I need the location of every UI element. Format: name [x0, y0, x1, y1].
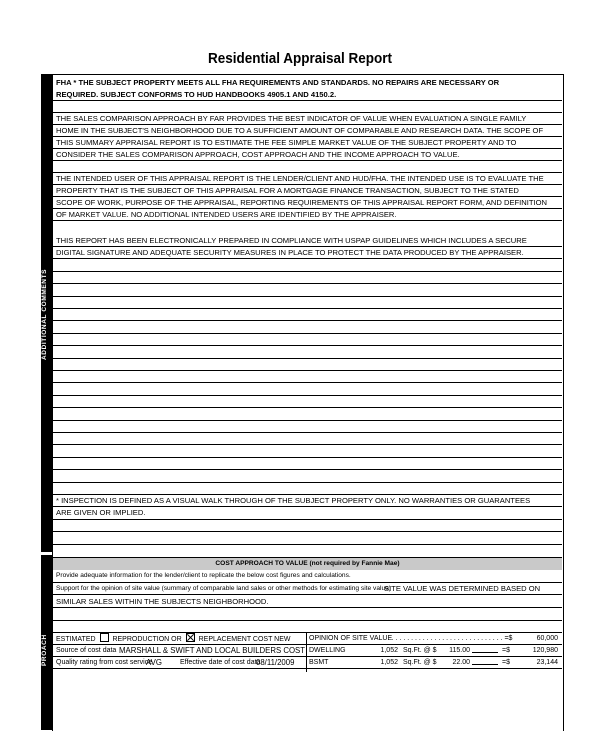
ruled-line [53, 407, 562, 408]
ruled-line [53, 271, 562, 272]
ruled-line [53, 220, 562, 221]
ruled-line [53, 246, 562, 247]
ruled-line [53, 136, 562, 137]
comment-line: OF MARKET VALUE. NO ADDITIONAL INTENDED USERS ARE IDENTIFIED BY THE APPRAISER. [56, 210, 397, 219]
ruled-line [53, 519, 562, 520]
ruled-line [53, 320, 562, 321]
estimated-label: ESTIMATED [56, 636, 96, 643]
cost-approach-side-label: PROACH [41, 634, 48, 666]
sqft-at-label: Sq.Ft. @ $ [403, 659, 437, 666]
ruled-line [53, 432, 562, 433]
bsmt-blank [472, 657, 498, 665]
dwelling-label: DWELLING [309, 647, 346, 654]
ruled-line [53, 112, 562, 113]
source-value: MARSHALL & SWIFT AND LOCAL BUILDERS COST [119, 646, 306, 655]
comment-line: REQUIRED. SUBJECT CONFORMS TO HUD HANDBOOKS 4905.1 AND 4150.2. [56, 90, 337, 99]
bsmt-label: BSMT [309, 659, 329, 666]
dwelling-blank [472, 645, 498, 653]
ruled-line [53, 100, 562, 101]
bsmt-value: 23,144 [536, 659, 558, 666]
page-title: Residential Appraisal Report [207, 50, 393, 67]
ruled-line [53, 457, 562, 458]
dwelling-value: 120,980 [532, 647, 558, 654]
ruled-line [53, 469, 562, 470]
reproduction-label: REPRODUCTION OR [112, 636, 182, 643]
bsmt-sqft: 1,052 [380, 659, 398, 666]
comment-line: PROPERTY THAT IS THE SUBJECT OF THIS APPRAISAL FOR A MORTGAGE FINANCE TRANSACTION, SUBJECT TO THE STATED [56, 186, 519, 195]
ruled-line [53, 172, 562, 173]
comment-line: ARE GIVEN OR IMPLIED. [56, 508, 146, 517]
ruled-line [53, 160, 562, 161]
ruled-line [53, 258, 562, 259]
effective-date-label: Effective date of cost data [180, 659, 261, 666]
site-value-label: OPINION OF SITE VALUE [309, 635, 393, 642]
ruled-line [53, 620, 562, 621]
ruled-line [53, 370, 562, 371]
source-label: Source of cost data [56, 647, 117, 654]
replacement-checkbox[interactable] [186, 633, 195, 642]
site-value-support-label: Support for the opinion of site value (summary of comparable land sales or other methods for estimating site value) [56, 585, 391, 592]
comment-line: SCOPE OF WORK, PURPOSE OF THE APPRAISAL, REPORTING REQUIREMENTS OF THIS APPRAISAL REPORT FORM, AND DEFINITION [56, 198, 548, 207]
ruled-line [53, 420, 562, 421]
ruled-line [53, 296, 562, 297]
additional-comments-label: ADDITIONAL COMMENTS [41, 268, 48, 360]
ruled-line [53, 184, 562, 185]
sidebar-divider [41, 552, 52, 555]
comment-line: THE SALES COMPARISON APPROACH BY FAR PROVIDES THE BEST INDICATOR OF VALUE WHEN EVALUATION A SINGLE FAMILY [56, 114, 527, 123]
comment-line: * INSPECTION IS DEFINED AS A VISUAL WALK THROUGH OF THE SUBJECT PROPERTY ONLY. NO WARRANTIES OR GUARANTEES [56, 496, 531, 505]
reproduction-checkbox[interactable] [100, 633, 109, 642]
site-value-support-text: SITE VALUE WAS DETERMINED BASED ON [384, 584, 541, 593]
ruled-line [53, 358, 562, 359]
dwelling-equals: =$ [502, 647, 510, 654]
effective-date-value: 08/11/2009 [256, 658, 295, 667]
ruled-line [53, 482, 562, 483]
ruled-line [53, 148, 562, 149]
ruled-line [53, 333, 562, 334]
ruled-line [53, 124, 562, 125]
sqft-at-label: Sq.Ft. @ $ [403, 647, 437, 654]
quality-label: Quality rating from cost service [56, 659, 153, 666]
comment-line: THIS SUMMARY APPRAISAL REPORT IS TO ESTIMATE THE FEE SIMPLE MARKET VALUE OF THE SUBJECT PROPERTY AND TO [56, 138, 517, 147]
ruled-line [53, 444, 562, 445]
ruled-line [53, 594, 562, 595]
bsmt-rate: 22.00 [452, 659, 470, 666]
ruled-line [53, 607, 562, 608]
ruled-line [53, 382, 562, 383]
comment-line: CONSIDER THE SALES COMPARISON APPROACH, COST APPROACH AND THE INCOME APPROACH TO VALUE. [56, 150, 460, 159]
bsmt-equals: =$ [502, 659, 510, 666]
ruled-line [53, 283, 562, 284]
comment-line: DIGITAL SIGNATURE AND ADEQUATE SECURITY MEASURES IN PLACE TO PROTECT THE DATA PRODUCED BY THE APPRAISER. [56, 248, 524, 257]
column-divider [306, 633, 307, 672]
replacement-label: REPLACEMENT COST NEW [198, 636, 291, 643]
ruled-line [53, 308, 562, 309]
cost-info-text: Provide adequate information for the lender/client to replicate the below cost figures and calculations. [56, 572, 351, 579]
ruled-line [53, 345, 562, 346]
dwelling-rate: 115.00 [449, 647, 470, 654]
ruled-line [53, 531, 562, 532]
comment-line: THIS REPORT HAS BEEN ELECTRONICALLY PREPARED IN COMPLIANCE WITH USPAP GUIDELINES WHICH INCLUDES A SECURE [56, 236, 527, 245]
ruled-line [53, 208, 562, 209]
quality-value: AVG [146, 658, 162, 667]
comment-line: FHA * THE SUBJECT PROPERTY MEETS ALL FHA REQUIREMENTS AND STANDARDS. NO REPAIRS ARE NECESSARY OR [56, 78, 500, 87]
estimated-row [56, 633, 291, 645]
ruled-line [53, 544, 562, 545]
ruled-line [53, 395, 562, 396]
site-value-amount: 60,000 [536, 635, 558, 642]
site-value-support-text: SIMILAR SALES WITHIN THE SUBJECTS NEIGHBORHOOD. [56, 597, 269, 606]
site-value-dots: . . . . . . . . . . . . . . . . . . . . . . . . . . . . . . . . =$ [380, 635, 513, 642]
ruled-line [53, 668, 562, 669]
cost-approach-header: COST APPROACH TO VALUE (not required by Fannie Mae) [53, 557, 562, 570]
comment-line: THE INTENDED USER OF THIS APPRAISAL REPORT IS THE LENDER/CLIENT AND HUD/FHA. THE INTENDED USE IS TO EVALUATE THE [56, 174, 544, 183]
comment-line: HOME IN THE SUBJECT'S NEIGHBORHOOD DUE TO A SUFFICIENT AMOUNT OF COMPARABLE AND RESEARCH DATA. THE SCOPE OF [56, 126, 544, 135]
ruled-line [53, 196, 562, 197]
dwelling-sqft: 1,052 [380, 647, 398, 654]
ruled-line [53, 506, 562, 507]
ruled-line [53, 494, 562, 495]
